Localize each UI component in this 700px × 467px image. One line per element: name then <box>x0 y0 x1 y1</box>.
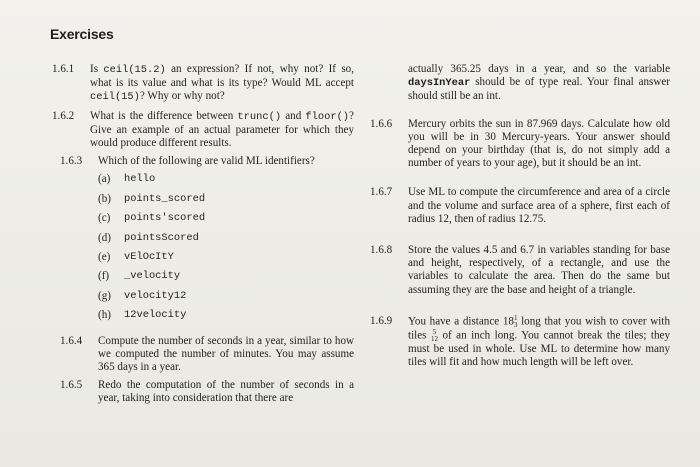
exercise-1-6-1 <box>52 63 354 105</box>
left-column <box>52 63 354 411</box>
exercise-text: Mercury orbits the sun in 87.969 days. Calculate how old you will be in 30 Mercury-years. Your answer should depend on your birthday (that is, do not simply add a number of years to your age), but it should be an int. <box>408 117 670 170</box>
option-item: (c) points'scored <box>98 212 206 225</box>
identifier-options <box>98 173 354 328</box>
exercise-1-6-8 <box>370 244 670 297</box>
exercise-number: 1.6.7 <box>370 186 393 199</box>
exercise-number: 1.6.4 <box>60 334 83 347</box>
fraction-one-third: 1 3 <box>513 313 518 329</box>
exercise-text: Compute the number of seconds in a year, similar to how we computed the number of minutes. You may assume 365 days in a year. <box>98 334 354 373</box>
exercise-number: 1.6.2 <box>52 109 75 122</box>
exercise-1-6-5-continued <box>370 63 670 104</box>
exercise-number: 1.6.6 <box>370 117 393 130</box>
exercise-text: Use ML to compute the circumference and area of a circle and the volume and surface area of a sphere, first each of radius 12, then of radius 12.75. <box>408 186 670 225</box>
fraction-five-twelfths: 5 12 <box>430 327 438 343</box>
exercise-text: Is ceil(15.2) an expression? If not, why not? If so, what is its value and what is its type? Would ML accept ceil(15)? Why or why not? <box>90 63 354 104</box>
exercise-1-6-5 <box>60 379 354 405</box>
exercise-text: actually 365.25 days in a year, and so the variable daysInYear should be of type real. Your final answer should still be an int. <box>408 63 670 103</box>
exercise-number: 1.6.5 <box>60 379 83 392</box>
exercise-1-6-2 <box>52 110 354 151</box>
exercise-number: 1.6.3 <box>60 155 83 168</box>
option-item: (a) hello <box>98 173 156 186</box>
exercise-text: What is the difference between trunc() and floor()? Give an example of an actual parameter for which they would produce different results. <box>90 109 354 150</box>
exercise-1-6-3 <box>60 155 354 168</box>
exercise-text: You have a distance 18 1 3 long that you wish to cover with tiles 5 12 of an inch long. You cannot break the tiles; they must be used in whole. Use ML to determine how many tiles will fit and how much length will be left over. <box>408 313 670 369</box>
option-item: (e) vElOcItY <box>98 250 174 263</box>
exercise-1-6-7 <box>370 186 670 226</box>
exercise-1-6-4 <box>60 335 354 375</box>
exercise-number: 1.6.1 <box>52 63 75 75</box>
exercise-text: Store the values 4.5 and 6.7 in variables standing for base and height, respectively, of a rectangle, and use the variables to calculate the area. Then do the same but assuming they are the base and height of a triangle. <box>408 244 670 296</box>
exercise-1-6-6 <box>370 118 670 171</box>
section-title: Exercises <box>50 26 114 42</box>
exercise-number: 1.6.8 <box>370 244 393 257</box>
option-item: (f) _velocity <box>98 270 181 283</box>
option-item: (b) points_scored <box>98 192 206 205</box>
option-item: (d) pointsScored <box>98 231 199 244</box>
exercise-text: Which of the following are valid ML identifiers? <box>98 155 315 168</box>
exercise-text: Redo the computation of the number of seconds in a year, taking into consideration that there are <box>98 379 354 405</box>
option-item: (h) 12velocity <box>98 309 187 322</box>
exercise-number: 1.6.9 <box>370 314 393 327</box>
exercise-1-6-9 <box>370 315 670 369</box>
option-item: (g) velocity12 <box>98 289 187 302</box>
right-column <box>370 63 670 374</box>
